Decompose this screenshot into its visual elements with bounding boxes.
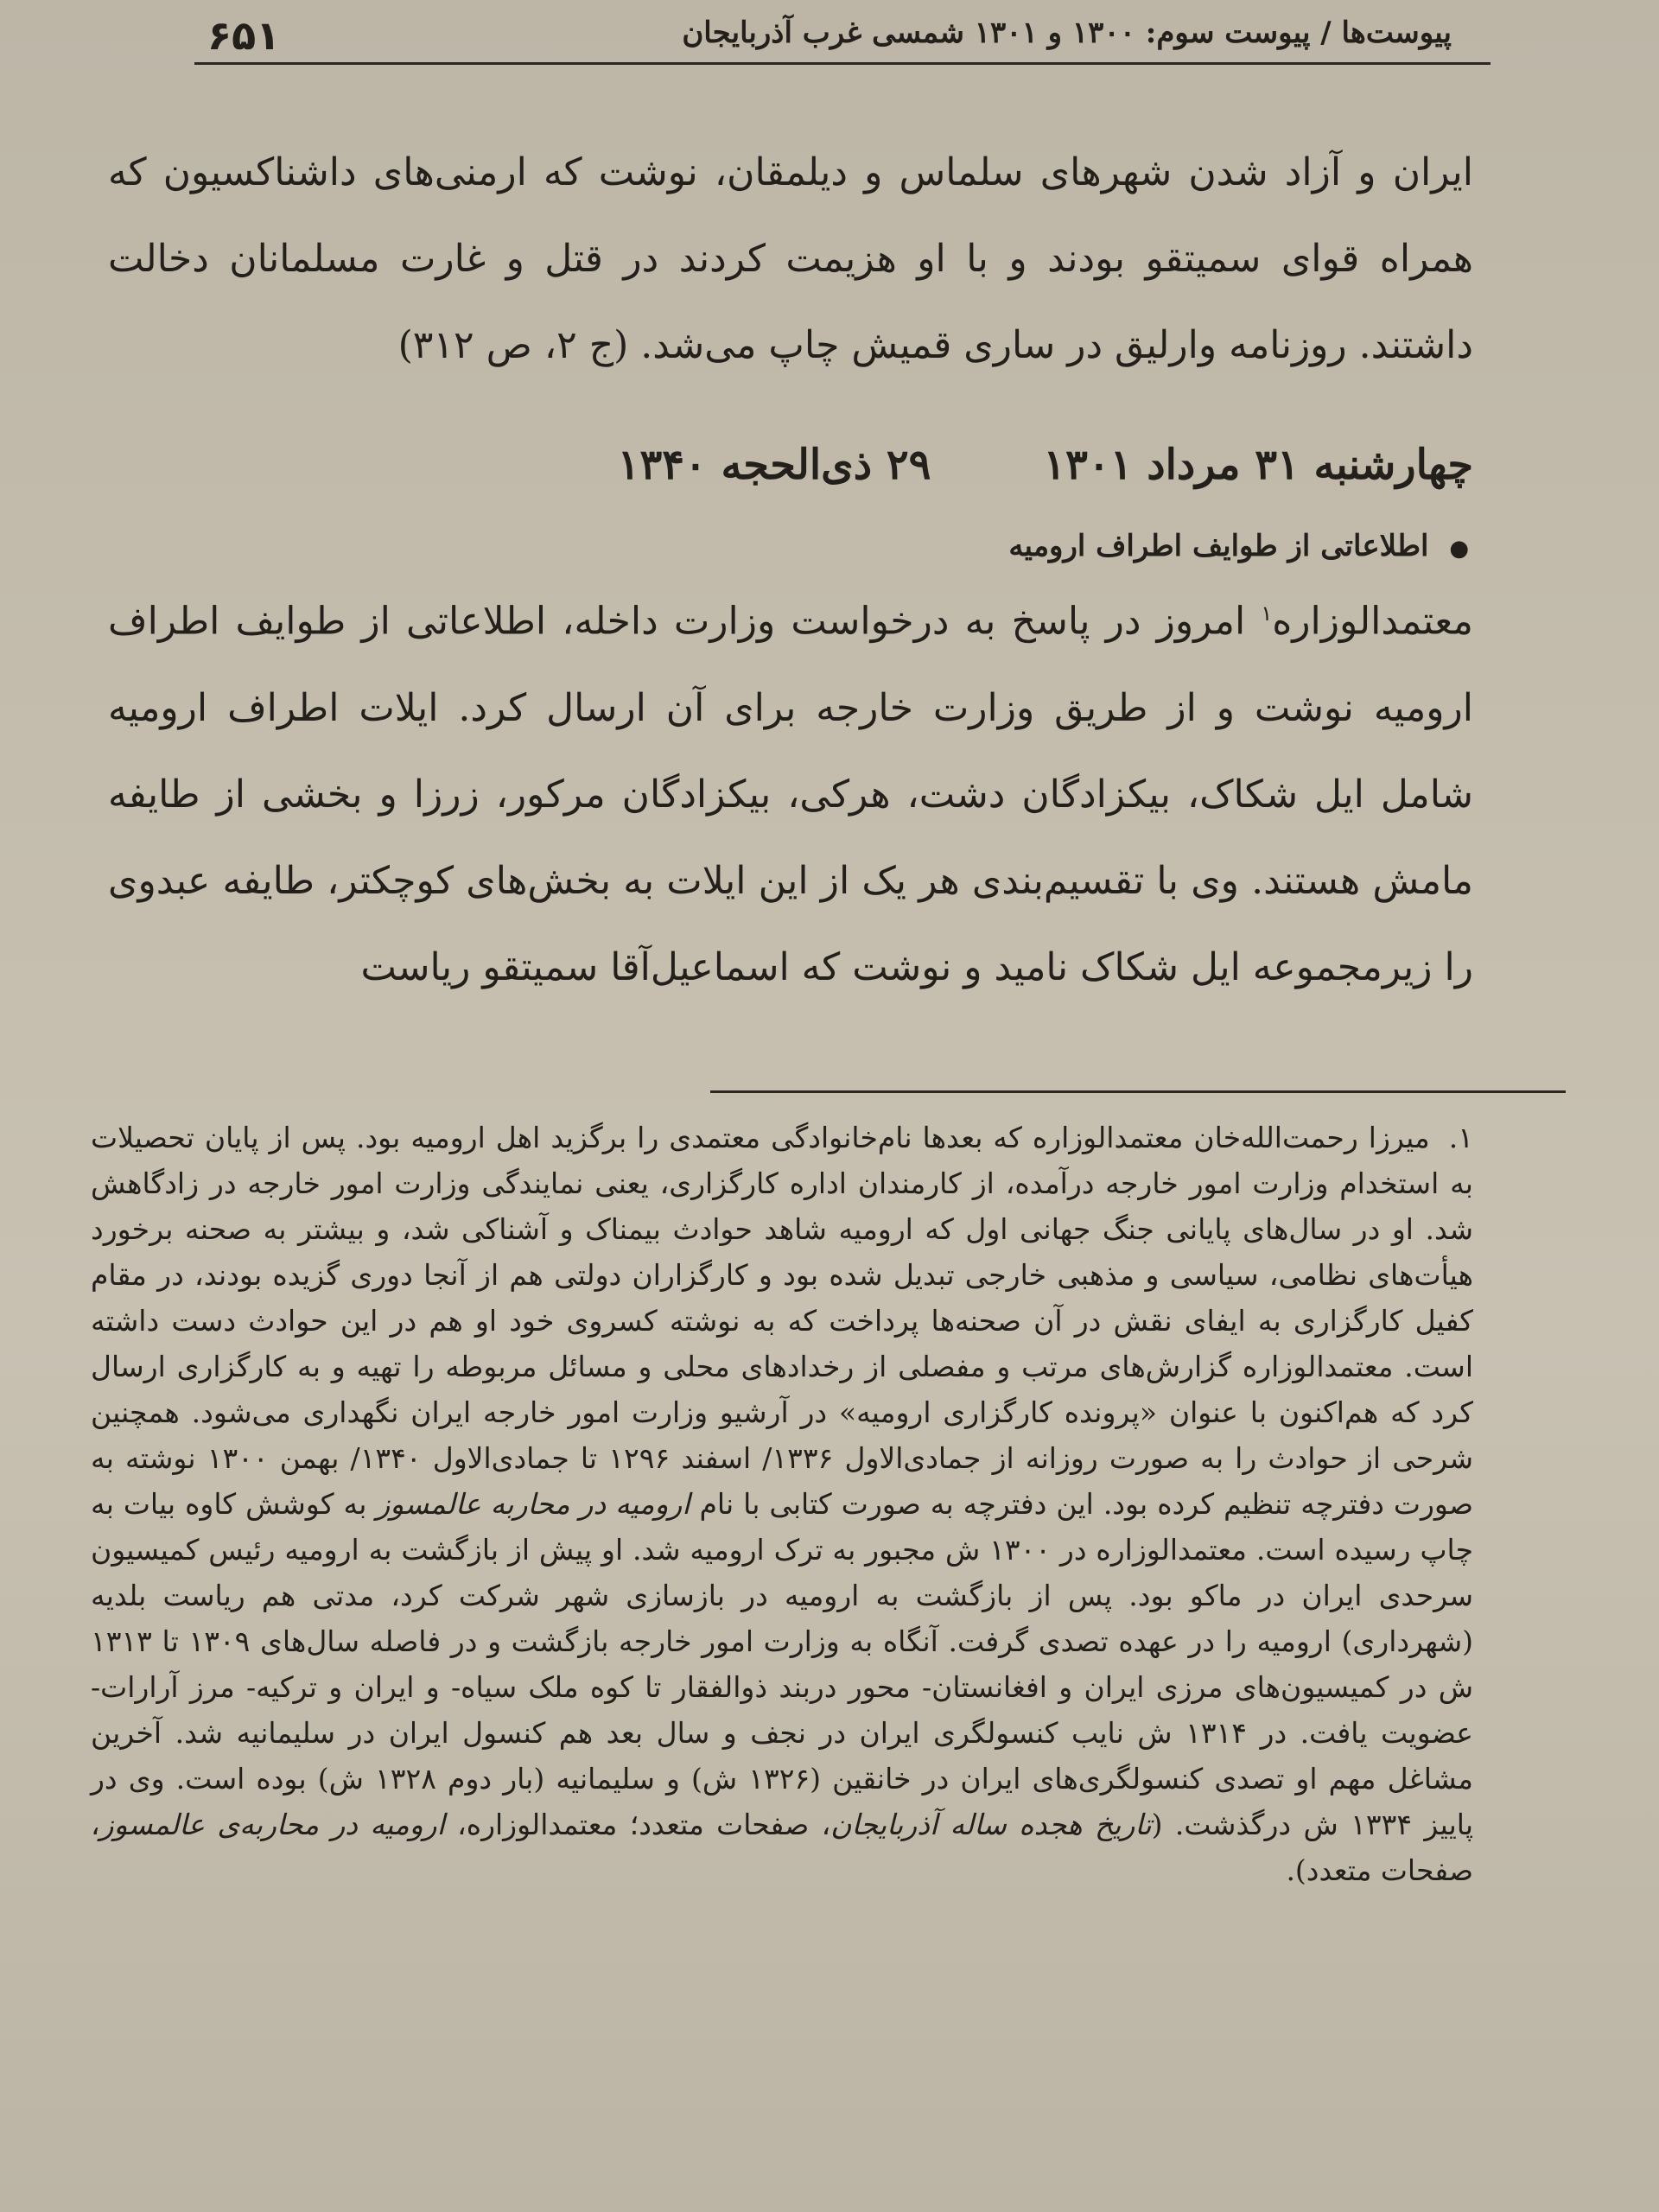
footnote-book-title-3: ارومیه در محاربه‌ی عالمسوز [99, 1808, 445, 1841]
date-solar: چهارشنبه ۳۱ مرداد ۱۳۰۱ [1043, 441, 1473, 489]
footnote-number: ۱. [1448, 1121, 1473, 1154]
paragraph-2-lead: معتمدالوزاره [1272, 599, 1473, 644]
paragraph-1: ایران و آزاد شدن شهرهای سلماس و دیلمقان، نوشت که ارمنی‌های داشناکسیون که همراه قوای سمیتقو بودند و با او هزیمت کردند در قتل و غارت مسلمانان دخالت داشتند. روزنامه وارلیق در ساری قمیش چاپ می‌شد. (ج ۲، ص ۳۱۲) [108, 150, 1473, 367]
footnote-rule [710, 1090, 1566, 1093]
footnote-text-3: ، صفحات متعدد؛ معتمدالوزاره، [457, 1808, 831, 1841]
paragraph-2-body: امروز در پاسخ به درخواست وزارت داخله، اطلاعاتی از طوایف اطراف ارومیه نوشت و از طریق وزارت خارجه برای آن ارسال کرد. ایلات اطراف ارومیه شامل ایل شکاک، بیکزادگان دشت، هرکی، بیکزادگان مرکور، زرزا و بخشی از طایفه مامش هستند. وی با تقسیم‌بندی هر یک از این ایلات به بخش‌های کوچکتر، طایفه عبدوی را زیرمجموعه ایل شکاک نامید و نوشت که اسماعیل‌آقا سمیتقو ریاست [108, 599, 1473, 989]
paragraph-2 [108, 570, 1473, 1011]
footnote-marker: ۱ [1261, 601, 1273, 626]
footnote-book-title-2: تاریخ هجده ساله آذربایجان [830, 1808, 1152, 1841]
footnote-text-2: به کوشش کاوه بیات به چاپ رسیده است. معتمدالوزاره در ۱۳۰۰ ش مجبور به ترک ارومیه شد. او پیش از بازگشت به ارومیه رئیس کمیسیون سرحدی ایران در ماکو بود. پس از بازگشت به ارومیه در بازسازی شهر شرکت کرد، مدتی هم ریاست بلدیه (شهرداری) ارومیه را در عهده تصدی گرفت. آنگاه به وزارت امور خارجه بازگشت و در فاصله سال‌های ۱۳۰۹ تا ۱۳۱۳ ش در کمیسیون‌های مرزی ایران و افغانستان- محور دربند ذوالفقار تا کوه ملک سیاه- و ایران و ترکیه- مرز آرارات- عضویت یافت. در ۱۳۱۴ ش نایب کنسولگری ایران در نجف و سال بعد هم کنسول ایران در سلیمانیه شد. آخرین مشاغل مهم او تصدی کنسولگری‌های ایران در خانقین (۱۳۲۶ ش) و سلیمانیه (بار دوم ۱۳۲۸ ش) بوده است. وی در پاییز ۱۳۳۴ ش درگذشت. ( [91, 1487, 1474, 1841]
footnote-text-4: ، صفحات متعدد). [91, 1808, 1473, 1887]
running-title: پیوست‌ها / پیوست سوم: ۱۳۰۰ و ۱۳۰۱ شمسی غرب آذربایجان [682, 16, 1452, 50]
subtitle-text: اطلاعاتی از طوایف اطراف ارومیه [1008, 529, 1429, 563]
date-heading [108, 441, 1473, 489]
section-subtitle [1008, 529, 1469, 563]
date-lunar: ۲۹ ذی‌الحجه ۱۳۴۰ [617, 441, 931, 489]
bullet-icon: ● [1449, 536, 1469, 562]
footnote [91, 1115, 1473, 1893]
footnote-text-1: میرزا رحمت‌الله‌خان معتمدالوزاره که بعدها نام‌خانوادگی معتمدی را برگزید اهل ارومیه بود. پس از پایان تحصیلات به استخدام وزارت امور خارجه درآمده، از کارمندان اداره کارگزاری، یعنی نمایندگی وزارت امور خارجه در زادگاهش شد. او در سال‌های پایانی جنگ جهانی اول که ارومیه شاهد حوادث بیمناک و آشناکی شد، و بیشتر به صحنه برخورد هیأت‌های نظامی، سیاسی و مذهبی خارجی تبدیل شده بود و کارگزاران دولتی هم از آنجا دوری گزیده بودند، در مقام کفیل کارگزاری به ایفای نقش در آن صحنه‌ها پرداخت که به نوشته کسروی خود او هم در این حوادث دست داشته است. معتمدالوزاره گزارش‌های مرتب و مفصلی از رخدادهای محلی و مسائل مربوطه را تهیه و به کارگزاری ارسال کرد که هم‌اکنون با عنوان «پرونده کارگزاری ارومیه» در آرشیو وزارت امور خارجه ایران نگهداری می‌شود. همچنین شرحی از حوادث را به صورت روزانه از جمادی‌الاول ۱۳۳۶/ اسفند ۱۲۹۶ تا جمادی‌الاول ۱۳۴۰/ بهمن ۱۳۰۰ نوشته به صورت دفترچه تنظیم کرده بود. این دفترچه به صورت کتابی با نام [91, 1121, 1473, 1521]
header-rule [194, 62, 1491, 65]
footnote-book-title-1: ارومیه در محاربه عالمسوز [376, 1487, 690, 1521]
page-number: ۶۵۱ [207, 12, 281, 59]
